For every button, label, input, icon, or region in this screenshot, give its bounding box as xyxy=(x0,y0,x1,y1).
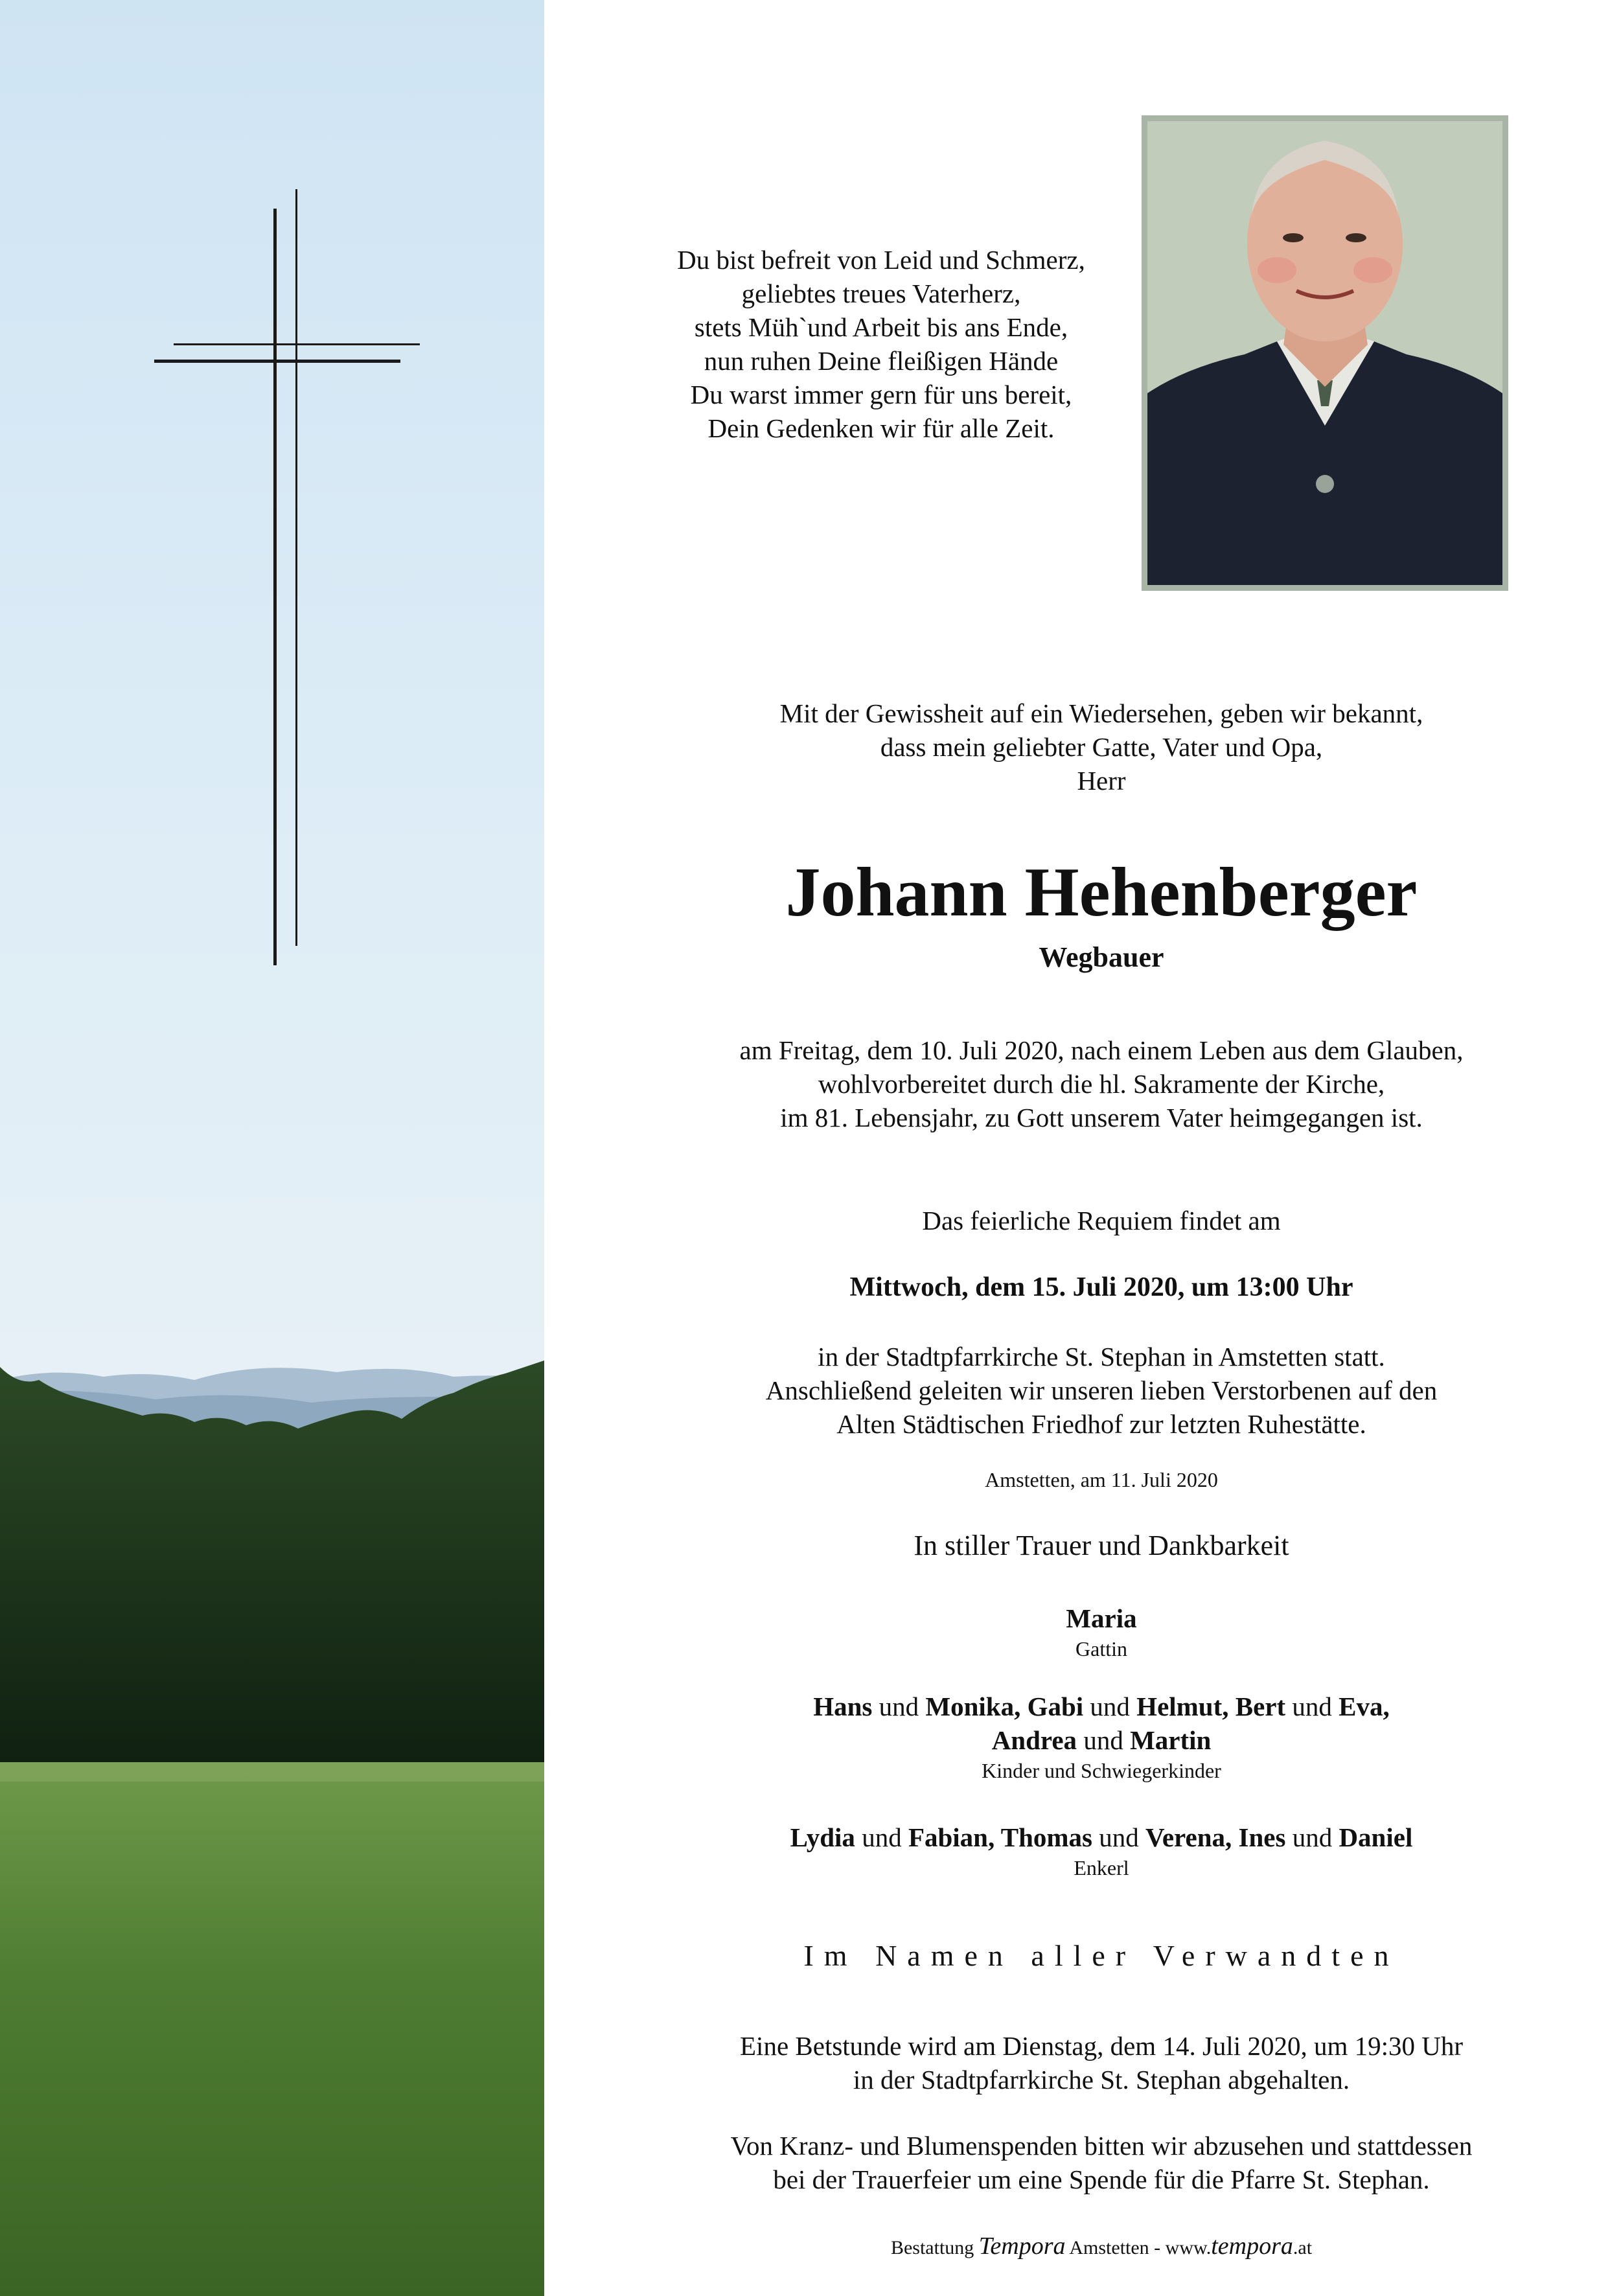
donation-line: bei der Trauerfeier um eine Spende für die Pfarre St. Stephan. xyxy=(773,2164,1430,2194)
cross-icon-line xyxy=(295,189,297,946)
intro-line: Herr xyxy=(1077,766,1126,796)
requiem-line: in der Stadtpfarrkirche St. Stephan in Amstetten statt. xyxy=(818,1342,1385,1372)
donation-line: Von Kranz- und Blumenspenden bitten wir abzusehen und stattdessen xyxy=(730,2131,1473,2161)
poem-line: Du bist befreit von Leid und Schmerz, xyxy=(677,245,1085,275)
poem-line: stets Müh`und Arbeit bis ans Ende, xyxy=(694,312,1068,342)
children-relation: Kinder und Schwiegerkinder xyxy=(982,1759,1221,1782)
poem-line: geliebtes treues Vaterherz, xyxy=(741,279,1021,308)
place-date: Amstetten, am 11. Juli 2020 xyxy=(985,1468,1218,1491)
children-line-1: Hans und Monika, Gabi und Helmut, Bert und Eva, xyxy=(813,1692,1390,1721)
poem-line: Dein Gedenken wir für alle Zeit. xyxy=(707,413,1055,443)
relatives-line: Im Namen aller Verwandten xyxy=(803,1939,1399,1972)
portrait-image xyxy=(1147,121,1502,585)
prayer-notice xyxy=(674,2029,1529,2096)
poem-line: Du warst immer gern für uns bereit, xyxy=(690,380,1072,409)
family-grandchildren xyxy=(674,1820,1529,1881)
family-children xyxy=(674,1690,1529,1784)
cross-icon-bar-thin xyxy=(174,343,420,345)
portrait-photo xyxy=(1142,115,1508,591)
cross-icon-bar xyxy=(154,360,400,363)
requiem-date: Mittwoch, dem 15. Juli 2020, um 13:00 Uhr xyxy=(849,1272,1353,1302)
prayer-line: in der Stadtpfarrkirche St. Stephan abgehalten. xyxy=(853,2065,1350,2095)
grandchildren-relation: Enkerl xyxy=(1074,1856,1129,1879)
requiem-intro: Das feierliche Requiem findet am xyxy=(922,1206,1281,1235)
deceased-nickname: Wegbauer xyxy=(1039,941,1164,973)
death-line: am Freitag, dem 10. Juli 2020, nach einem Leben aus dem Glauben, xyxy=(739,1035,1464,1065)
family-spouse xyxy=(674,1601,1529,1662)
mourning-heading: In stiller Trauer und Dankbarkeit xyxy=(914,1530,1289,1561)
poem-line: nun ruhen Deine fleißigen Hände xyxy=(704,346,1059,376)
brand-logo: Tempora xyxy=(978,2233,1066,2260)
death-line: im 81. Lebensjahr, zu Gott unserem Vater heimgegangen ist. xyxy=(780,1103,1423,1132)
death-line: wohlvorbereitet durch die hl. Sakramente der Kirche, xyxy=(818,1069,1385,1099)
death-notice xyxy=(674,1033,1529,1134)
funeral-home-footer: Bestattung Tempora Amstetten - www.tempora.at xyxy=(890,2233,1313,2260)
spouse-relation: Gattin xyxy=(1075,1637,1127,1660)
grandchildren-line: Lydia und Fabian, Thomas und Verena, Ines und Daniel xyxy=(790,1822,1413,1852)
intro-line: Mit der Gewissheit auf ein Wiedersehen, geben wir bekannt, xyxy=(779,698,1423,728)
requiem-line: Alten Städtischen Friedhof zur letzten Ruhestätte. xyxy=(836,1409,1366,1439)
cross-icon xyxy=(273,209,277,965)
children-line-2: Andrea und Martin xyxy=(991,1725,1212,1755)
memorial-poem xyxy=(622,243,1140,445)
spouse-name: Maria xyxy=(1066,1603,1137,1633)
donation-notice xyxy=(674,2129,1529,2196)
intro-line: dass mein geliebter Gatte, Vater und Opa, xyxy=(880,732,1323,762)
announcement-intro xyxy=(674,696,1529,798)
deceased-name: Johann Hehenberger xyxy=(785,854,1418,931)
requiem-line: Anschließend geleiten wir unseren lieben Verstorbenen auf den xyxy=(765,1375,1438,1405)
requiem-place xyxy=(674,1340,1529,1441)
prayer-line: Eine Betstunde wird am Dienstag, dem 14. Juli 2020, um 19:30 Uhr xyxy=(740,2031,1463,2061)
